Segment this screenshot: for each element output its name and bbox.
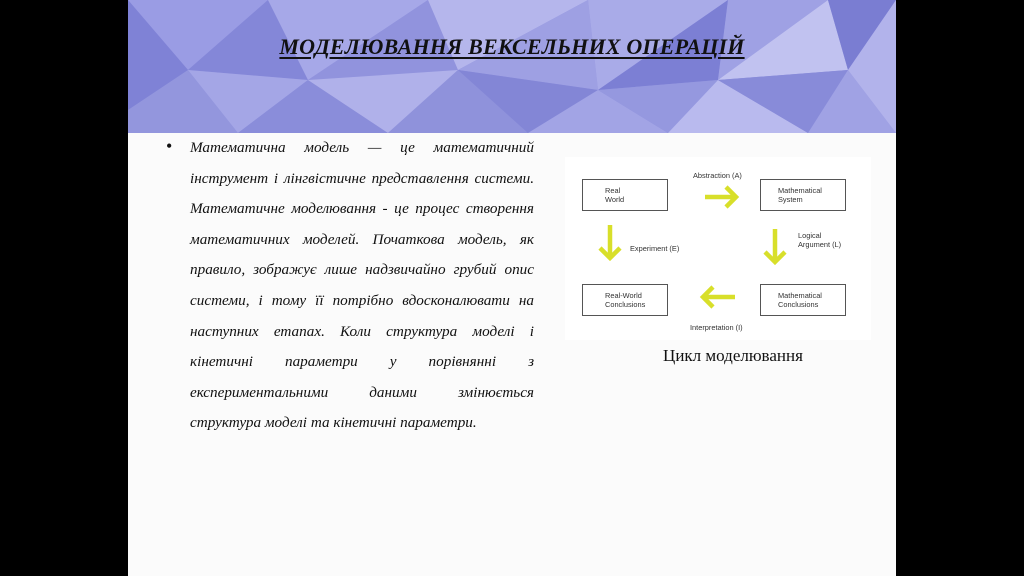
arrow-right-icon <box>705 187 736 207</box>
label-interpretation: Interpretation (I) <box>690 323 743 332</box>
box-mathematical-system: Mathematical System <box>760 179 846 211</box>
box-real-world-conclusions: Real-World Conclusions <box>582 284 668 316</box>
box-real-world: Real World <box>582 179 668 211</box>
header-banner <box>128 0 896 133</box>
arrow-left-icon <box>703 287 735 307</box>
diagram-caption: Цикл моделювання <box>663 346 803 365</box>
banner-polygon-pattern <box>128 0 896 133</box>
arrow-down-left-icon <box>600 225 620 258</box>
modeling-cycle-diagram <box>565 157 871 340</box>
slide-title: МОДЕЛЮВАННЯ ВЕКСЕЛЬНИХ ОПЕРАЦІЙ <box>279 34 745 59</box>
bullet-point: • <box>166 136 173 156</box>
label-logical-argument: Logical Argument (L) <box>798 231 842 249</box>
label-experiment: Experiment (E) <box>630 244 680 253</box>
body-paragraph: Математична модель — це математичний інструмент і лінгвістичне представлення системи. Математичне моделювання - це процес створення математичних моделей. Початкова модель, як правило, зображує лише надзвичайно грубий опис системи, і тому її потрібно вдосконалювати на наступних етапах. Коли структура моделі і кінетичні параметри у порівнянні з експериментальними даними змінюється структура моделі та кінетичні параметри. <box>190 139 534 432</box>
label-abstraction: Abstraction (A) <box>693 171 742 180</box>
box-mathematical-conclusions: Mathematical Conclusions <box>760 284 846 316</box>
arrow-down-right-icon <box>765 229 785 262</box>
cycle-arrows <box>565 157 871 340</box>
slide <box>128 0 896 576</box>
